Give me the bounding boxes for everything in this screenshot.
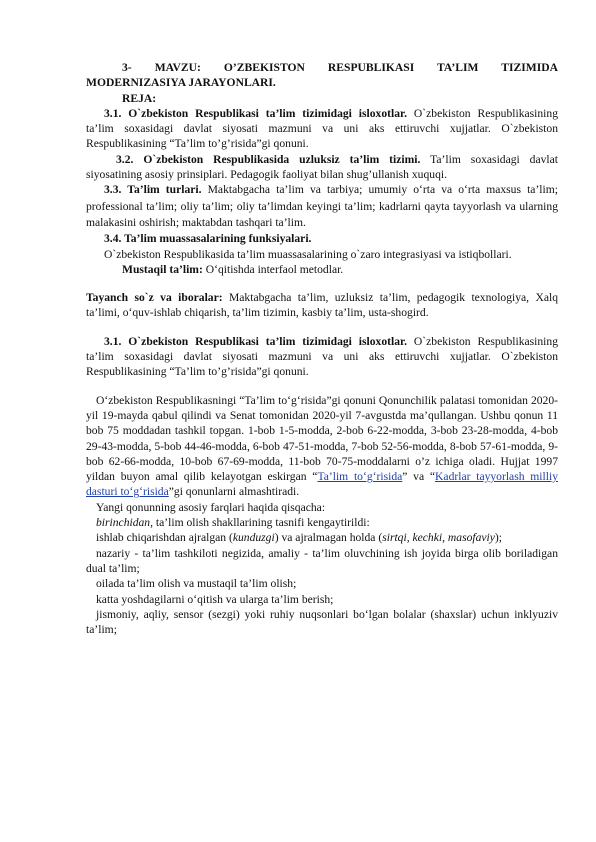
list-intro: Yangi qonunning asosiy farqlari haqida qisqacha: (96, 500, 326, 514)
law-text-3: ”gi qonunlarni almashtiradi. (168, 485, 300, 499)
law-text-1: O‘zbekiston Respublikasningi “Ta’lim to‘g‘risida”gi qonuni Qonunchilik palatasi tomonidan 2020-yil 19-mayda qabul qilindi va Senat tomonidan 2020-yil 7-avgustda ma’qullangan. Ushbu qonun 11 bob 75 moddadan tashkil topgan. 1-bob 1-5-modda, 2-bob 6-22-modda, 3-bob 23-28-modda, 4-bob 29-43-modda, 5-bob 44-46-modda, 6-bob 47-51-modda, 7-bob 52-56-modda, 8-bob 57-61-modda, 9-bob 62-66-modda, 10-bob 67-69-modda, 11-bob 70-75-moddalarni o’z ichiga oladi. Hujjat 1997 yildan buyon amal qilib kelayotgan eskirgan “ (86, 393, 558, 484)
list-item-dual: nazariy - ta’lim tashkiloti negizida, amaliy - ta’lim oluvchining ish joyida birga olib boriladigan dual ta’lim; (86, 546, 558, 575)
forms-text-1: ishlab chiqarishdan ajralgan ( (96, 531, 233, 545)
plan-item-1-heading: 3.1. O`zbekiston Respublikasi ta’lim tizimidagi isloxotlar. (104, 106, 408, 120)
law-link-kadrlar[interactable]: Kadrlar tayyorlash milliy dasturi to‘g‘risida (86, 470, 558, 499)
page-title: 3- MAVZU: O’ZBEKISTON RESPUBLIKASI TA’LIM TIZIMIDA MODERNIZASIYA JARAYONLARI. (86, 61, 558, 90)
plan-item-3-text: Maktabgacha ta’lim va tarbiya; umumiy o‘rta va o‘rta maxsus ta’lim; professional ta’lim; oliy ta’lim; oliy ta’limdan keyingi ta’lim; kadrlarni qayta tayyorlash va ularning malakasini oshirish; maktabdan tashqari ta’lim. (86, 183, 558, 229)
plan-item-2-text: Ta’lim soxasidagi davlat siyosatining asosiy prinsiplari. Pedagogik faoliyat bilan shug’ullanish xuquqi. (86, 152, 559, 182)
section-3-1 (86, 334, 558, 380)
law-text-2: ” va “ (402, 470, 436, 484)
tayanch-label: Tayanch so`z va iboralar: (86, 291, 223, 305)
plan-item-2 (86, 152, 558, 183)
section-3-1-heading: 3.1. O`zbekiston Respublikasi ta’lim tizimidagi isloxotlar. (104, 334, 408, 348)
plan-item-4-heading: 3.4. Ta’lim muassasalarining funksiyalari. (104, 232, 312, 246)
law-link-talim[interactable]: Ta’lim to‘g‘risida (317, 470, 403, 484)
plan-note: O`zbekiston Respublikasida ta’lim muassasalarining o`zaro integrasiyasi va istiqbollari. (104, 247, 512, 261)
first-em: birinchidan, (96, 516, 154, 530)
tayanch-sozlar (86, 290, 558, 321)
plan-item-1-text: O`zbekiston Respublikasining ta’lim soxasidagi davlat siyosati mazmuni va uni aks ettiruvchi xujjatlar. O`zbekiston Respublikasining “Ta’lim to’g’risida”gi qonuni. (86, 106, 558, 151)
mustaqil-label: Mustaqil ta’lim: (122, 262, 203, 276)
first-text: ta’lim olish shakllarining tasnifi kengaytirildi: (153, 516, 370, 530)
list-first (86, 515, 558, 530)
plan-item-4 (86, 231, 558, 246)
plan-item-3-heading: 3.3. Ta’lim turlari. (104, 183, 202, 197)
list-item-katta-yosh: katta yoshdagilarni o‘qitish va ularga ta’lim berish; (96, 592, 334, 606)
forms-kunduzgi: kunduzgi (232, 531, 275, 545)
list-item-oilada: oilada ta’lim olish va mustaqil ta’lim olish; (96, 577, 297, 591)
list-item-forms (86, 530, 558, 545)
plan-item-3 (86, 182, 558, 231)
mustaqil-text: O‘qitishda interfaol metodlar. (202, 262, 344, 276)
forms-sirtqi: sirtqi, kechki, masofaviy (382, 531, 495, 545)
plan-item-2-heading: 3.2. O`zbekiston Respublikasida uzluksiz ta’lim tizimi. (116, 152, 421, 166)
document-page (86, 60, 558, 637)
forms-text-3: ); (494, 531, 503, 545)
law-paragraph (86, 393, 558, 500)
tayanch-text: Maktabgacha ta’lim, uzluksiz ta’lim, pedagogik texnologiya, Xalq ta’limi, o‘quv-ishlab chiqarish, ta’lim tizimin, kasbiy ta’lim, usta-shogird. (86, 291, 558, 320)
plan-item-1 (86, 106, 558, 152)
section-3-1-text: O`zbekiston Respublikasining ta’lim soxasidagi davlat siyosati mazmuni va uni aks ettiruvchi xujjatlar. O`zbekiston Respublikasining “Ta’lim to’g’risida”gi qonuni. (86, 334, 558, 379)
reja-label: REJA: (122, 91, 157, 105)
mustaqil-talim (86, 262, 558, 277)
list-item-inklyuziv: jismoniy, aqliy, sensor (sezgi) yoki ruhiy nuqsonlari bo‘lgan bolalar (shaxslar) uchun inklyuziv ta’lim; (86, 607, 558, 637)
forms-text-2: ) va ajralmagan holda ( (274, 531, 383, 545)
